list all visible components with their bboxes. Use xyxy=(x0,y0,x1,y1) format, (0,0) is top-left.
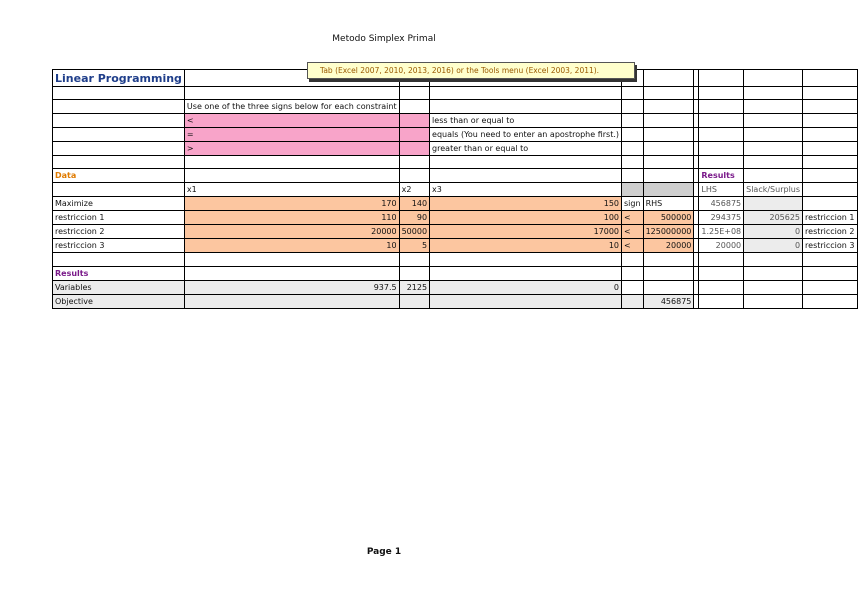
header-rhs: RHS xyxy=(643,197,694,211)
objective-label: Objective xyxy=(53,294,185,308)
cell-maximize-x2[interactable]: 140 xyxy=(399,197,429,211)
comment-note: Tab (Excel 2007, 2010, 2013, 2016) or the Tools menu (Excel 2003, 2011). xyxy=(307,62,635,79)
cell-maximize-lhs: 456875 xyxy=(699,197,744,211)
cell-r1-rhs[interactable]: 500000 xyxy=(643,211,694,225)
sign-symbol-lt[interactable]: < xyxy=(184,114,399,128)
cell-r2-x3[interactable]: 17000 xyxy=(430,225,622,239)
sign-meaning-lt: less than or equal to xyxy=(430,114,622,128)
header-lhs: LHS xyxy=(699,183,744,197)
header-sign: sign xyxy=(622,197,644,211)
cell-r2-name: restriccion 2 xyxy=(803,225,857,239)
cell-r2-sign[interactable]: < xyxy=(622,225,644,239)
variable-x3-value: 0 xyxy=(430,280,622,294)
variable-x2-value: 2125 xyxy=(399,280,429,294)
results-section-label: Results xyxy=(699,169,744,183)
cell-r3-sign[interactable]: < xyxy=(622,239,644,253)
row-label-r2: restriccion 2 xyxy=(53,225,185,239)
cell-r2-x1[interactable]: 20000 xyxy=(184,225,399,239)
results-label: Results xyxy=(53,266,185,280)
cell-r3-x1[interactable]: 10 xyxy=(184,239,399,253)
spreadsheet-grid xyxy=(52,69,858,309)
data-section-label: Data xyxy=(53,169,185,183)
cell-r1-x2[interactable]: 90 xyxy=(399,211,429,225)
cell-r1-name: restriccion 1 xyxy=(803,211,857,225)
cell-r1-slack: 205625 xyxy=(744,211,803,225)
cell-r3-rhs[interactable]: 20000 xyxy=(643,239,694,253)
cell-r3-slack: 0 xyxy=(744,239,803,253)
cell-r1-lhs: 294375 xyxy=(699,211,744,225)
cell-r1-sign[interactable]: < xyxy=(622,211,644,225)
sheet-title: Linear Programming xyxy=(53,70,185,87)
row-label-r3: restriccion 3 xyxy=(53,239,185,253)
cell-r3-x2[interactable]: 5 xyxy=(399,239,429,253)
cell-maximize-x3[interactable]: 150 xyxy=(430,197,622,211)
variables-label: Variables xyxy=(53,280,185,294)
sign-symbol-gt[interactable]: > xyxy=(184,142,399,156)
instruction-text: Use one of the three signs below for each constraint xyxy=(184,100,399,114)
variable-x1-value: 937.5 xyxy=(184,280,399,294)
row-label-r1: restriccion 1 xyxy=(53,211,185,225)
cell-r3-x3[interactable]: 10 xyxy=(430,239,622,253)
header-x1: x1 xyxy=(184,183,399,197)
header-x3: x3 xyxy=(430,183,622,197)
cell-maximize-x1[interactable]: 170 xyxy=(184,197,399,211)
cell-r1-x3[interactable]: 100 xyxy=(430,211,622,225)
cell-r2-slack: 0 xyxy=(744,225,803,239)
cell-r2-lhs: 1.25E+08 xyxy=(699,225,744,239)
cell-r3-lhs: 20000 xyxy=(699,239,744,253)
header-slack: Slack/Surplus xyxy=(744,183,803,197)
sign-meaning-eq: equals (You need to enter an apostrophe first.) xyxy=(430,128,622,142)
sign-symbol-eq[interactable]: = xyxy=(184,128,399,142)
cell-r2-x2[interactable]: 50000 xyxy=(399,225,429,239)
cell-r2-rhs[interactable]: 125000000 xyxy=(643,225,694,239)
cell-r3-name: restriccion 3 xyxy=(803,239,857,253)
sign-meaning-gt: greater than or equal to xyxy=(430,142,622,156)
objective-value: 456875 xyxy=(643,294,694,308)
page-footer: Page 1 xyxy=(366,547,402,557)
cell-r1-x1[interactable]: 110 xyxy=(184,211,399,225)
row-label-maximize: Maximize xyxy=(53,197,185,211)
page-header: Metodo Simplex Primal xyxy=(332,34,436,44)
header-x2: x2 xyxy=(399,183,429,197)
